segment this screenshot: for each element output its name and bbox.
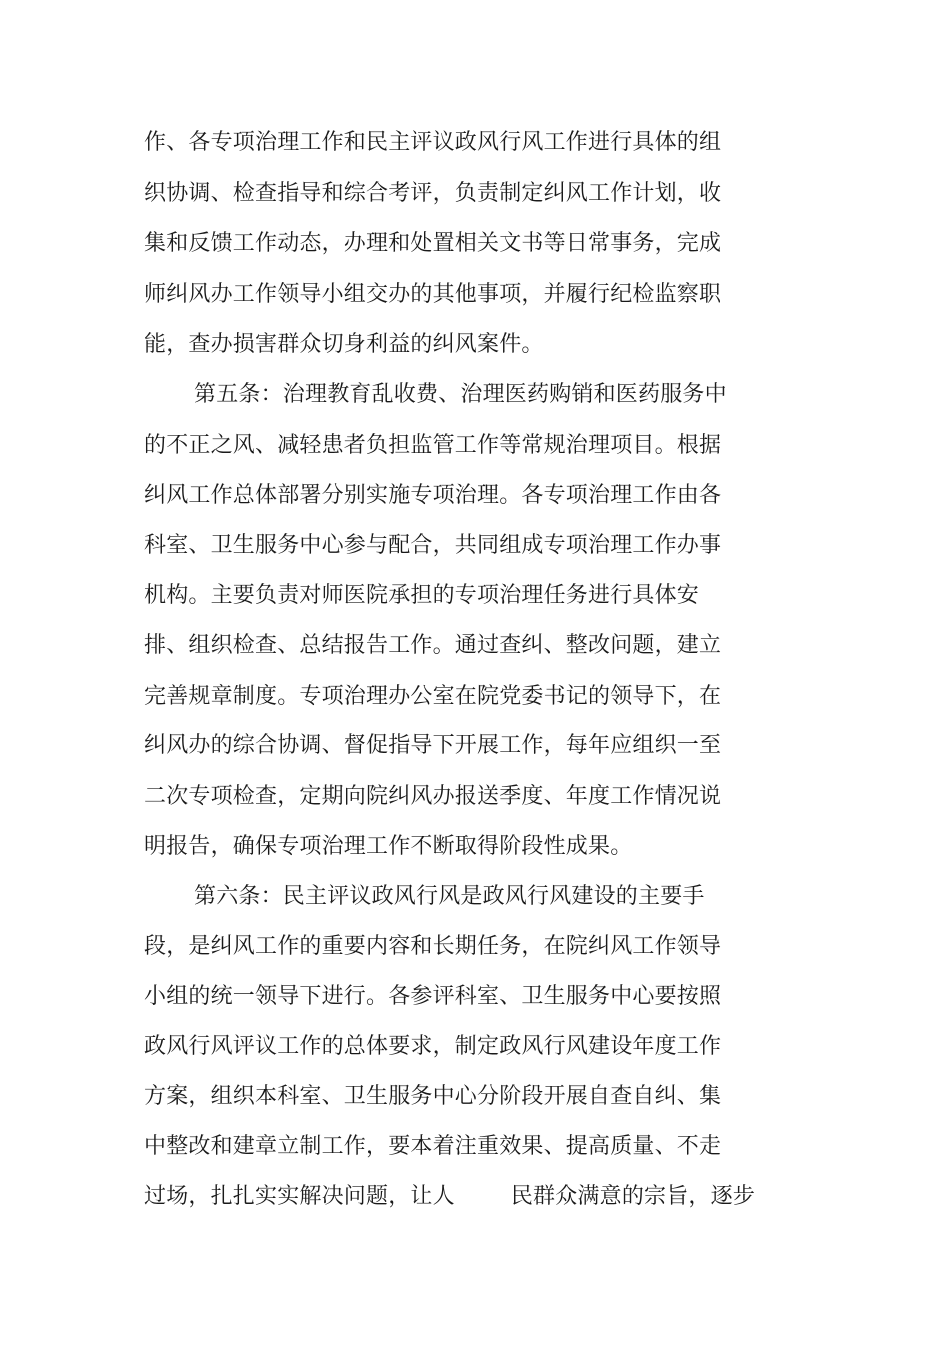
article-5-first-line: 第五条：治理教育乱收费、治理医药购销和医药服务中 <box>194 382 727 407</box>
text-line: 排、组织检查、总结报告工作。通过查纠、整改问题，建立 <box>144 633 722 658</box>
text-line: 纠风工作总体部署分别实施专项治理。各专项治理工作由各 <box>144 483 722 508</box>
text-line: 完善规章制度。专项治理办公室在院党委书记的领导下，在 <box>144 684 722 709</box>
text-line: 段，是纠风工作的重要内容和长期任务，在院纠风工作领导 <box>144 934 722 959</box>
last-line-part1: 过场，扎扎实实解决问题，让人 <box>144 1184 455 1209</box>
article-6-first-line: 第六条：民主评议政风行风是政风行风建设的主要手 <box>194 884 705 909</box>
text-line: 纠风办的综合协调、督促指导下开展工作，每年应组织一至 <box>144 733 722 758</box>
text-line: 方案，组织本科室、卫生服务中心分阶段开展自查自纠、集 <box>144 1084 722 1109</box>
text-line: 明报告，确保专项治理工作不断取得阶段性成果。 <box>144 834 633 859</box>
text-line: 二次专项检查，定期向院纠风办报送季度、年度工作情况说 <box>144 784 722 809</box>
text-line: 织协调、检查指导和综合考评，负责制定纠风工作计划，收 <box>144 181 722 206</box>
text-line: 机构。主要负责对师医院承担的专项治理任务进行具体安 <box>144 583 700 608</box>
text-line-last <box>144 1182 755 1212</box>
last-line-part2: 民群众满意的宗旨，逐步 <box>510 1184 756 1209</box>
text-line: 集和反馈工作动态，办理和处置相关文书等日常事务，完成 <box>144 231 722 256</box>
text-line: 作、各专项治理工作和民主评议政风行风工作进行具体的组 <box>144 130 722 155</box>
text-line: 政风行风评议工作的总体要求，制定政风行风建设年度工作 <box>144 1034 722 1059</box>
text-line: 小组的统一领导下进行。各参评科室、卫生服务中心要按照 <box>144 984 722 1009</box>
text-line: 能，查办损害群众切身利益的纠风案件。 <box>144 332 544 357</box>
text-line: 科室、卫生服务中心参与配合，共同组成专项治理工作办事 <box>144 533 722 558</box>
text-line: 的不正之风、减轻患者负担监管工作等常规治理项目。根据 <box>144 433 722 458</box>
text-line: 中整改和建章立制工作，要本着注重效果、提高质量、不走 <box>144 1134 722 1159</box>
text-line: 师纠风办工作领导小组交办的其他事项，并履行纪检监察职 <box>144 282 722 307</box>
